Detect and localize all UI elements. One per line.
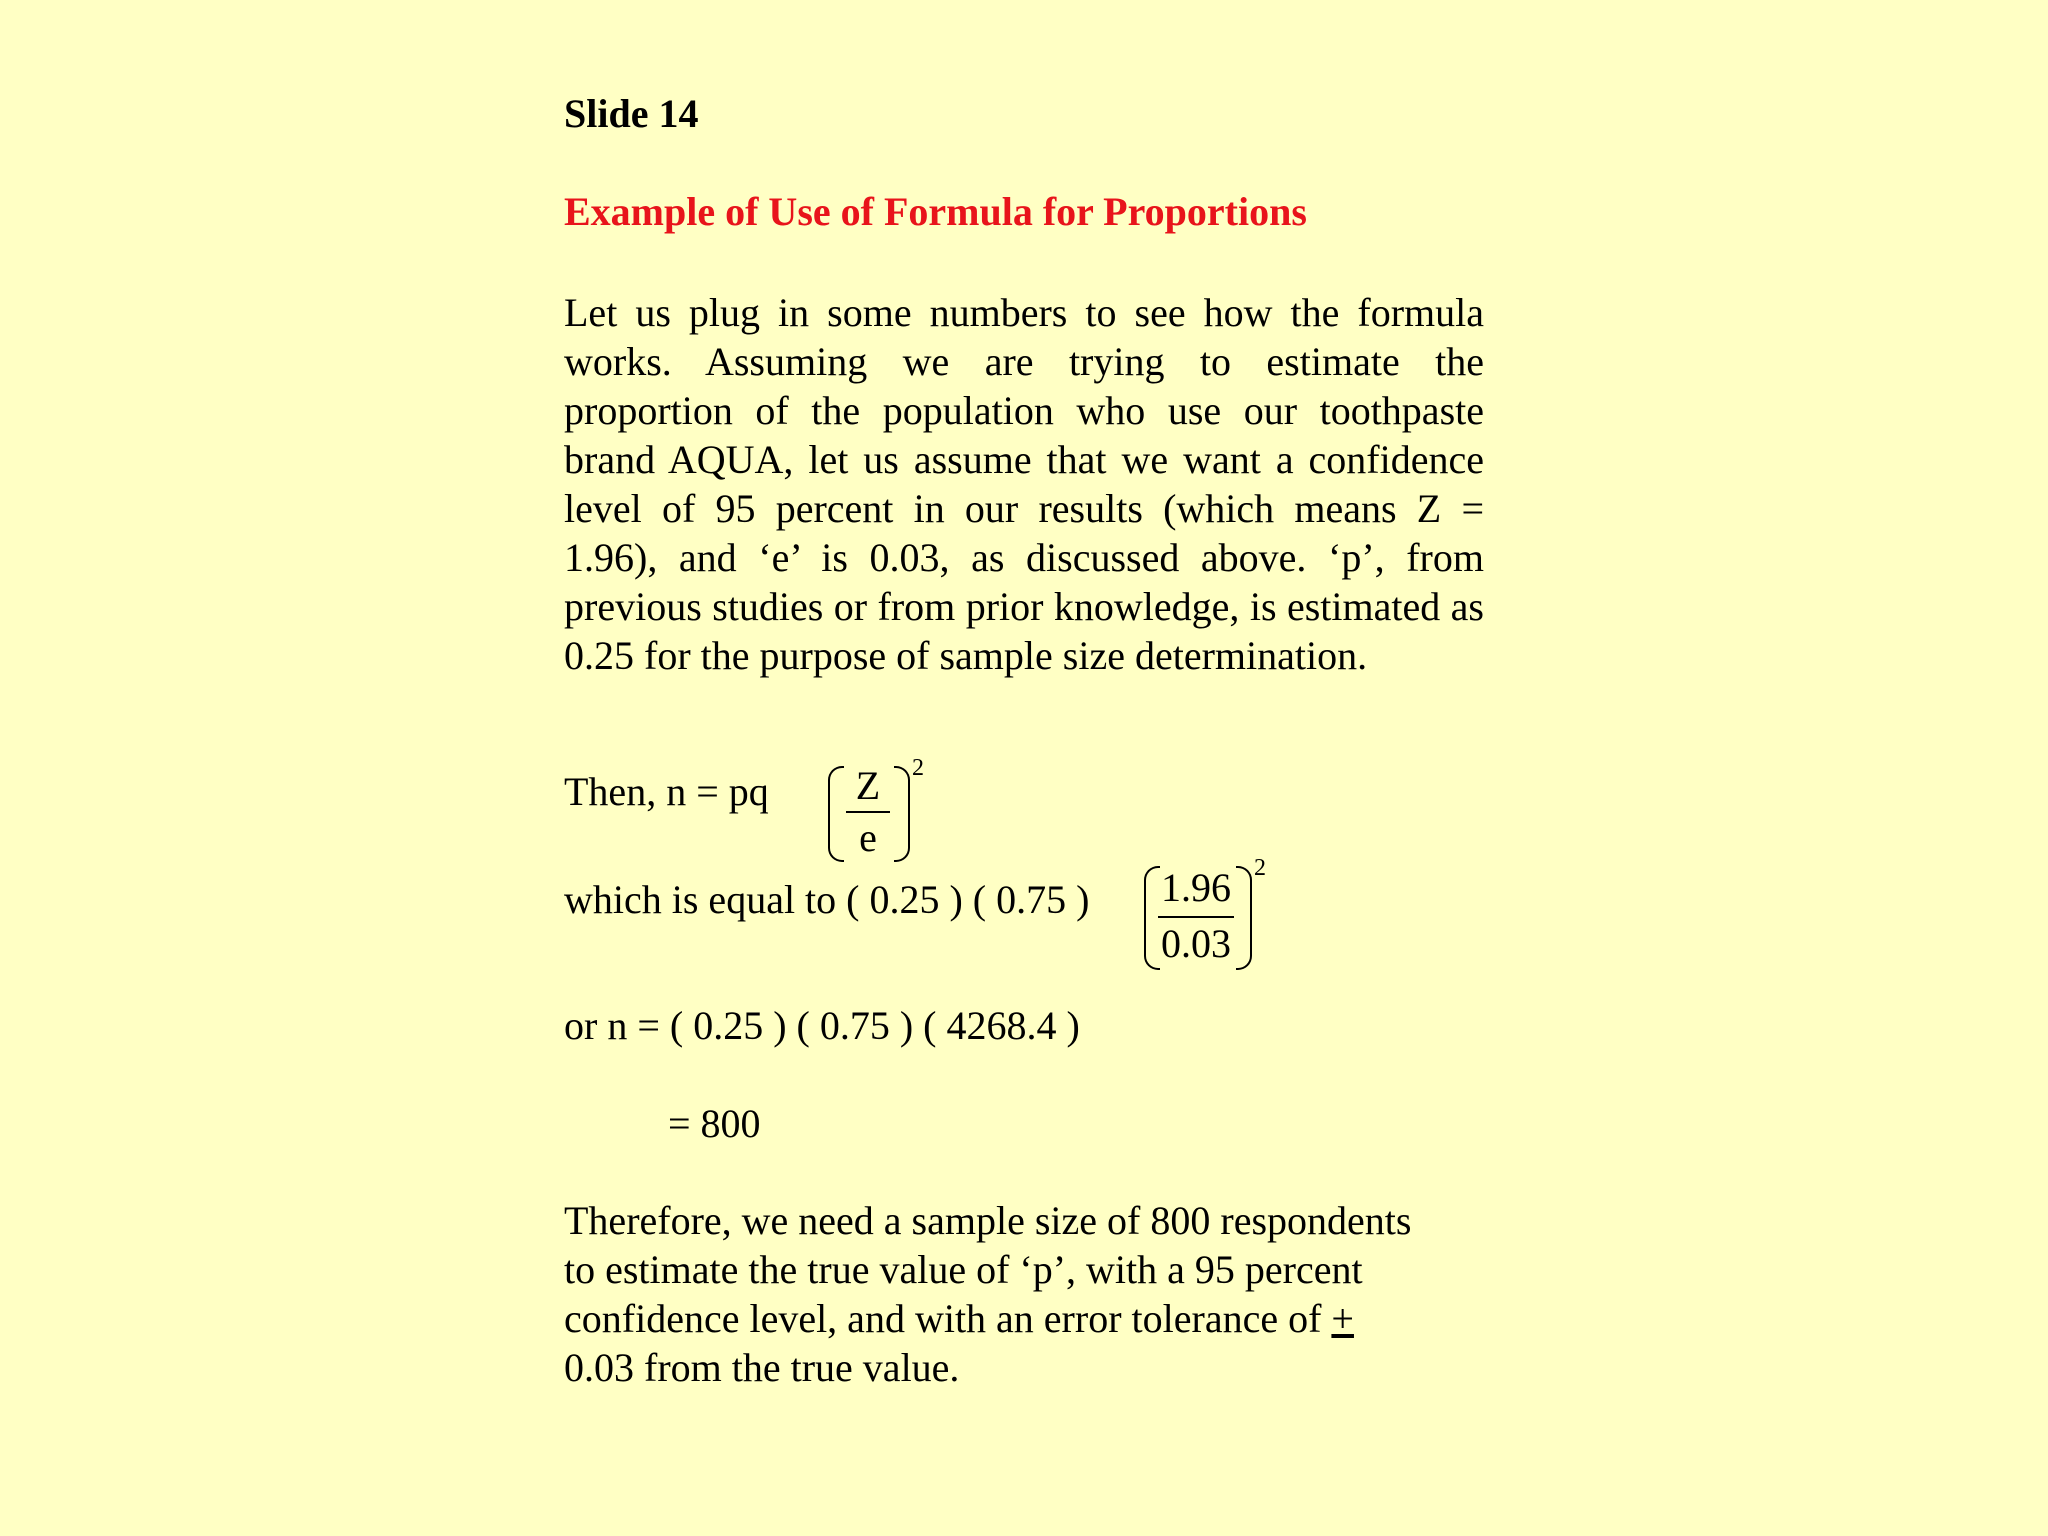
substitution-line	[564, 876, 1089, 924]
exponent: 2	[912, 755, 924, 781]
conclusion-line-4: 0.03 from the true value.	[564, 1345, 960, 1390]
conclusion-line-1: Therefore, we need a sample size of 800 respondents	[564, 1198, 1412, 1243]
fraction-bar	[846, 811, 890, 813]
intro-paragraph: Let us plug in some numbers to see how the formula works. Assuming we are trying to estimate the proportion of the population who use our toothpaste brand AQUA, let us assume that we want a confidence level of 95 percent in our results (which means Z = 1.96), and ‘e’ is 0.03, as discussed above. ‘p’, from previous studies or from prior knowledge, is estimated as 0.25 for the purpose of sample size determination.	[564, 290, 1484, 678]
formula-fraction	[828, 755, 932, 862]
plus-minus-symbol: +	[1331, 1296, 1354, 1341]
fraction-numerator: 1.96	[1161, 865, 1231, 910]
formula-line	[564, 768, 769, 816]
fraction-bar	[1158, 916, 1234, 918]
substitution-fraction	[1144, 855, 1344, 972]
substitution-prefix: which is equal to ( 0.25 ) ( 0.75 )	[564, 877, 1090, 922]
right-bracket	[1236, 866, 1252, 970]
computation-step: or n = ( 0.25 ) ( 0.75 ) ( 4268.4 )	[564, 1003, 1080, 1048]
formula-prefix: Then, n = pq	[564, 769, 769, 814]
conclusion-line-3	[564, 1294, 1411, 1343]
conclusion-line-2: to estimate the true value of ‘p’, with a 95 percent	[564, 1247, 1363, 1292]
slide-number: Slide 14	[564, 91, 699, 136]
fraction-denominator: e	[859, 815, 877, 860]
exponent: 2	[1254, 855, 1266, 881]
conclusion-paragraph	[564, 1196, 1411, 1392]
computation-result: = 800	[668, 1101, 761, 1146]
conclusion-line-3-text: confidence level, and with an error tolerance of	[564, 1296, 1332, 1341]
slide-title: Example of Use of Formula for Proportions	[564, 189, 1307, 234]
fraction-denominator: 0.03	[1161, 921, 1231, 966]
right-bracket	[894, 766, 910, 862]
fraction-numerator: Z	[855, 763, 881, 808]
